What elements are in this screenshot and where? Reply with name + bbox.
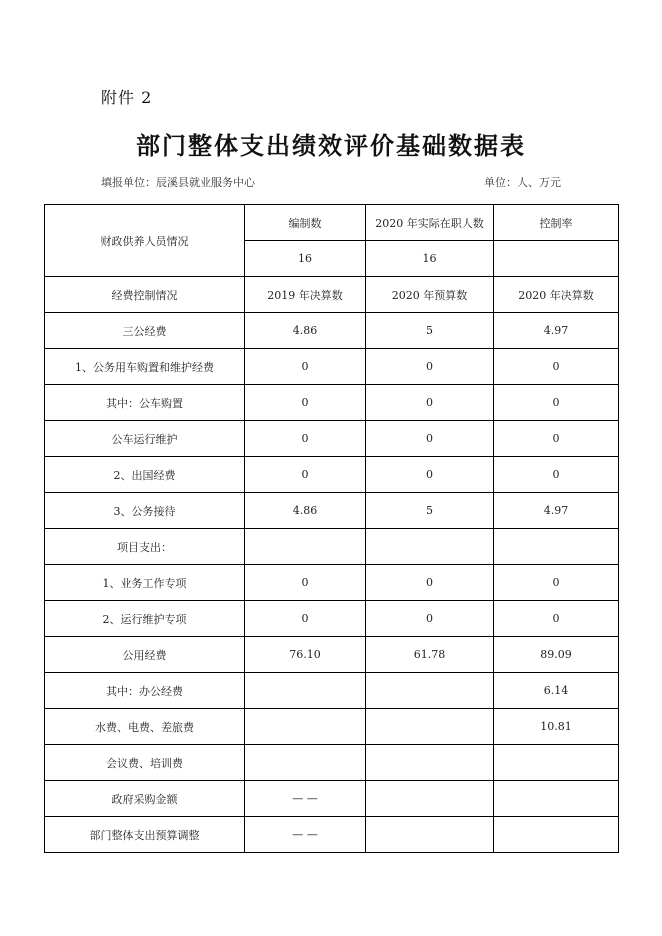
page-title: 部门整体支出绩效评价基础数据表 (136, 131, 526, 160)
table-cell (494, 745, 619, 781)
table-cell (245, 745, 366, 781)
table-cell: 0 (245, 457, 366, 493)
table-cell (245, 673, 366, 709)
row-label: 1、业务工作专项 (45, 565, 245, 601)
table-cell: 5 (366, 493, 494, 529)
table-cell: 0 (245, 349, 366, 385)
row-label: 其中：办公经费 (45, 673, 245, 709)
table-row (45, 493, 619, 529)
table-cell: 4.86 (245, 493, 366, 529)
table-cell: 0 (494, 457, 619, 493)
table-row (45, 385, 619, 421)
row-label: 2、出国经费 (45, 457, 245, 493)
row-label: 1、公务用车购置和维护经费 (45, 349, 245, 385)
table-row (45, 457, 619, 493)
table-row (45, 709, 619, 745)
column-header: 编制数 (245, 205, 366, 241)
table-cell: 0 (245, 385, 366, 421)
table-cell (366, 817, 494, 853)
table-cell: 2019 年决算数 (245, 277, 366, 313)
table-cell: 0 (366, 565, 494, 601)
table-cell: 16 (366, 241, 494, 277)
table-cell: 6.14 (494, 673, 619, 709)
table-cell (494, 781, 619, 817)
table-cell: 5 (366, 313, 494, 349)
table-cell (245, 529, 366, 565)
table-cell: 0 (366, 421, 494, 457)
table-cell: 4.97 (494, 493, 619, 529)
table-cell: 61.78 (366, 637, 494, 673)
table-cell (494, 241, 619, 277)
column-header: 控制率 (494, 205, 619, 241)
table-cell: 4.86 (245, 313, 366, 349)
unit-label: 单位：人、万元 (484, 176, 561, 189)
table-cell (494, 529, 619, 565)
row-label: 项目支出： (45, 529, 245, 565)
row-label: 公车运行维护 (45, 421, 245, 457)
table-cell (245, 709, 366, 745)
staffing-label: 财政供养人员情况 (45, 205, 245, 277)
attachment-label: 附件 2 (101, 88, 153, 107)
table-row (45, 529, 619, 565)
table-cell (366, 745, 494, 781)
table-cell: — — (245, 817, 366, 853)
table-cell (366, 673, 494, 709)
table-cell (494, 817, 619, 853)
table-cell: 0 (494, 385, 619, 421)
table-cell: 0 (494, 421, 619, 457)
table-cell: 0 (245, 421, 366, 457)
table-cell: — — (245, 781, 366, 817)
table-row (45, 637, 619, 673)
table-cell (366, 781, 494, 817)
row-label: 政府采购金额 (45, 781, 245, 817)
table-row (45, 745, 619, 781)
table-cell: 0 (494, 349, 619, 385)
table-row (45, 565, 619, 601)
table-row (45, 673, 619, 709)
table-cell: 2020 年决算数 (494, 277, 619, 313)
table-cell: 2020 年预算数 (366, 277, 494, 313)
table-row (45, 277, 619, 313)
table-cell: 16 (245, 241, 366, 277)
row-label: 2、运行维护专项 (45, 601, 245, 637)
table-cell: 0 (366, 349, 494, 385)
table-cell: 89.09 (494, 637, 619, 673)
table-cell: 4.97 (494, 313, 619, 349)
table-row (45, 205, 619, 241)
table-row (45, 781, 619, 817)
table-row (45, 817, 619, 853)
row-label: 经费控制情况 (45, 277, 245, 313)
row-label: 部门整体支出预算调整 (45, 817, 245, 853)
table-cell: 0 (245, 565, 366, 601)
table-cell: 0 (366, 385, 494, 421)
table-cell: 0 (366, 601, 494, 637)
table-row (45, 313, 619, 349)
table-row (45, 601, 619, 637)
row-label: 公用经费 (45, 637, 245, 673)
row-label: 3、公务接待 (45, 493, 245, 529)
table-cell: 0 (494, 565, 619, 601)
fill-unit-label: 填报单位：辰溪县就业服务中心 (101, 176, 255, 189)
data-table (44, 204, 619, 853)
table-cell: 0 (245, 601, 366, 637)
table-cell: 76.10 (245, 637, 366, 673)
row-label: 三公经费 (45, 313, 245, 349)
table-cell: 10.81 (494, 709, 619, 745)
table-cell: 0 (366, 457, 494, 493)
row-label: 其中：公车购置 (45, 385, 245, 421)
table-row (45, 421, 619, 457)
table-cell (366, 529, 494, 565)
table-cell (366, 709, 494, 745)
table-row (45, 349, 619, 385)
table-cell: 0 (494, 601, 619, 637)
row-label: 会议费、培训费 (45, 745, 245, 781)
row-label: 水费、电费、差旅费 (45, 709, 245, 745)
column-header: 2020 年实际在职人数 (366, 205, 494, 241)
